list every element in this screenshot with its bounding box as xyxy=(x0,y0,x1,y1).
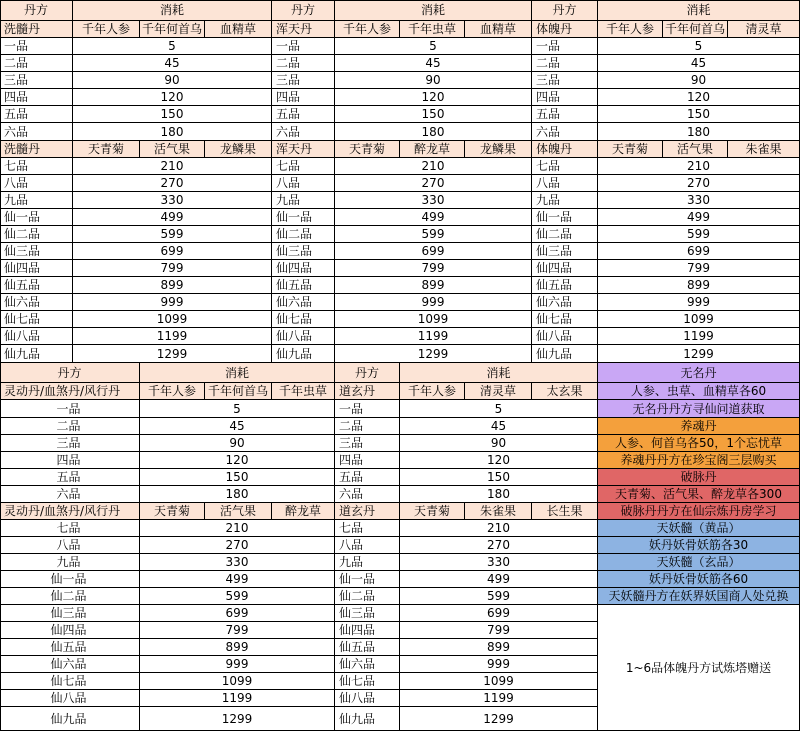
bottom-table-1-grade-value: 150 xyxy=(140,469,335,486)
bottom-table-2-ingredient: 长生果 xyxy=(532,503,598,520)
bottom-table-1-grade-label: 仙六品 xyxy=(0,656,140,673)
top-table-3-grade-label: 仙六品 xyxy=(532,294,598,311)
bottom-table-1-grade-value: 999 xyxy=(140,656,335,673)
top-table-3-grade-label: 仙三品 xyxy=(532,243,598,260)
bottom-table-2-grade-value: 1199 xyxy=(400,690,598,707)
bottom-table-2-grade-value: 5 xyxy=(400,400,598,418)
bottom-table-1-name: 灵动丹/血煞丹/风行丹 xyxy=(0,383,140,400)
top-table-2-ingredient: 醉龙草 xyxy=(400,141,465,158)
top-table-3-grade-value: 330 xyxy=(598,192,800,209)
top-table-3-grade-value: 1099 xyxy=(598,311,800,328)
top-table-3-grade-value: 1299 xyxy=(598,345,800,363)
top-table-3-grade-value: 270 xyxy=(598,175,800,192)
top-table-1-grade-label: 六品 xyxy=(0,123,73,141)
bottom-table-2-grade-label: 四品 xyxy=(335,452,400,469)
bottom-table-2-grade-label: 仙九品 xyxy=(335,707,400,731)
top-table-3-ingredient: 活气果 xyxy=(663,141,728,158)
bottom-table-2-grade-label: 七品 xyxy=(335,520,400,537)
top-table-1-grade-value: 899 xyxy=(73,277,272,294)
top-table-1-grade-label: 仙一品 xyxy=(0,209,73,226)
top-table-1-grade-label: 仙七品 xyxy=(0,311,73,328)
bottom-table-2-grade-label: 九品 xyxy=(335,554,400,571)
bottom-table-2-grade-label: 仙八品 xyxy=(335,690,400,707)
bottom-table-1-grade-value: 120 xyxy=(140,452,335,469)
top-table-1-grade-label: 仙五品 xyxy=(0,277,73,294)
top-table-1-grade-label: 三品 xyxy=(0,72,73,89)
top-table-1-grade-value: 210 xyxy=(73,158,272,175)
bottom-table-1-grade-value: 899 xyxy=(140,639,335,656)
top-table-2-grade-label: 三品 xyxy=(272,72,335,89)
bottom-table-1-ingredient: 活气果 xyxy=(205,503,272,520)
note-red: 破脉丹丹方在仙宗炼丹房学习 xyxy=(598,503,800,520)
bottom-table-2-grade-value: 799 xyxy=(400,622,598,639)
top-table-3-grade-value: 120 xyxy=(598,89,800,106)
top-table-1-grade-label: 仙六品 xyxy=(0,294,73,311)
bottom-table-1-grade-label: 七品 xyxy=(0,520,140,537)
bottom-table-2-grade-label: 六品 xyxy=(335,486,400,503)
bottom-table-1-grade-label: 九品 xyxy=(0,554,140,571)
top-table-3-ingredient: 清灵草 xyxy=(728,21,800,38)
top-table-1-grade-label: 四品 xyxy=(0,89,73,106)
top-table-2-grade-label: 二品 xyxy=(272,55,335,72)
bottom-table-2-grade-label: 八品 xyxy=(335,537,400,554)
bottom-table-2-grade-value: 899 xyxy=(400,639,598,656)
bottom-table-1-grade-value: 90 xyxy=(140,435,335,452)
top-table-2-grade-label: 仙四品 xyxy=(272,260,335,277)
top-table-2-grade-label: 仙二品 xyxy=(272,226,335,243)
bottom-table-2-grade-value: 499 xyxy=(400,571,598,588)
bottom-table-2-recipe-header: 丹方 xyxy=(335,363,400,383)
bottom-table-2-grade-value: 270 xyxy=(400,537,598,554)
top-table-2-grade-value: 499 xyxy=(335,209,532,226)
top-table-2-grade-value: 899 xyxy=(335,277,532,294)
top-table-2-ingredient: 千年虫草 xyxy=(400,21,465,38)
bottom-table-1-grade-label: 八品 xyxy=(0,537,140,554)
top-table-1-ingredient: 千年人参 xyxy=(73,21,140,38)
top-table-1-grade-value: 180 xyxy=(73,123,272,141)
bottom-table-2-grade-label: 一品 xyxy=(335,400,400,418)
top-table-1-consume-header: 消耗 xyxy=(73,0,272,21)
note-purple: 无名丹 xyxy=(598,363,800,383)
top-table-3-grade-value: 90 xyxy=(598,72,800,89)
bottom-table-2-grade-label: 仙三品 xyxy=(335,605,400,622)
bottom-table-1-ingredient: 醉龙草 xyxy=(272,503,335,520)
top-table-1-grade-value: 799 xyxy=(73,260,272,277)
top-table-1-grade-label: 仙八品 xyxy=(0,328,73,345)
bottom-table-2-ingredient: 朱雀果 xyxy=(465,503,532,520)
bottom-table-2-grade-value: 699 xyxy=(400,605,598,622)
bottom-table-1-ingredient: 千年何首乌 xyxy=(205,383,272,400)
bottom-table-1-grade-value: 799 xyxy=(140,622,335,639)
top-table-2-name: 浑天丹 xyxy=(272,21,335,38)
bottom-table-2-grade-label: 仙七品 xyxy=(335,673,400,690)
top-table-3-grade-label: 九品 xyxy=(532,192,598,209)
bottom-table-2-name: 道玄丹 xyxy=(335,383,400,400)
bottom-table-1-ingredient: 千年虫草 xyxy=(272,383,335,400)
top-table-2-grade-label: 七品 xyxy=(272,158,335,175)
bottom-table-1-grade-label: 一品 xyxy=(0,400,140,418)
top-table-2-grade-value: 699 xyxy=(335,243,532,260)
note-blue: 妖丹妖骨妖筋各30 xyxy=(598,537,800,554)
top-table-1-grade-label: 仙九品 xyxy=(0,345,73,363)
note-blue: 妖丹妖骨妖筋各60 xyxy=(598,571,800,588)
bottom-table-1-grade-label: 仙四品 xyxy=(0,622,140,639)
top-table-3-recipe-header: 丹方 xyxy=(532,0,598,21)
top-table-1-grade-value: 1199 xyxy=(73,328,272,345)
bottom-table-1-grade-value: 699 xyxy=(140,605,335,622)
top-table-2-grade-label: 仙五品 xyxy=(272,277,335,294)
top-table-3-grade-value: 499 xyxy=(598,209,800,226)
top-table-1-grade-value: 599 xyxy=(73,226,272,243)
bottom-table-1-grade-label: 二品 xyxy=(0,418,140,435)
bottom-table-2-grade-value: 90 xyxy=(400,435,598,452)
bottom-table-2-grade-label: 仙一品 xyxy=(335,571,400,588)
bottom-table-2-ingredient: 太玄果 xyxy=(532,383,598,400)
bottom-table-2-grade-value: 150 xyxy=(400,469,598,486)
top-table-3-grade-value: 699 xyxy=(598,243,800,260)
bottom-table-2-consume-header: 消耗 xyxy=(400,363,598,383)
top-table-1-grade-value: 499 xyxy=(73,209,272,226)
bottom-table-2-grade-value: 599 xyxy=(400,588,598,605)
top-table-1-grade-label: 七品 xyxy=(0,158,73,175)
bottom-table-1-grade-label: 六品 xyxy=(0,486,140,503)
bottom-table-1-consume-header: 消耗 xyxy=(140,363,335,383)
bottom-table-1-grade-label: 仙九品 xyxy=(0,707,140,731)
top-table-1-ingredient: 龙鳞果 xyxy=(205,141,272,158)
top-table-2-ingredient: 千年人参 xyxy=(335,21,400,38)
bottom-table-1-recipe-header: 丹方 xyxy=(0,363,140,383)
note-blue: 天妖髓丹方在妖界妖国商人处兑换 xyxy=(598,588,800,605)
top-table-3-grade-value: 5 xyxy=(598,38,800,55)
top-table-3-grade-value: 180 xyxy=(598,123,800,141)
top-table-1-grade-value: 330 xyxy=(73,192,272,209)
top-table-1-grade-value: 270 xyxy=(73,175,272,192)
top-table-1-grade-value: 120 xyxy=(73,89,272,106)
top-table-3-grade-value: 45 xyxy=(598,55,800,72)
bottom-table-1-grade-label: 五品 xyxy=(0,469,140,486)
top-table-1-ingredient: 千年何首乌 xyxy=(140,21,205,38)
bottom-table-2-grade-label: 三品 xyxy=(335,435,400,452)
top-table-3-grade-label: 八品 xyxy=(532,175,598,192)
top-table-3-grade-label: 仙七品 xyxy=(532,311,598,328)
top-table-2-grade-value: 90 xyxy=(335,72,532,89)
top-table-1-ingredient: 血精草 xyxy=(205,21,272,38)
note-orange: 人参、何首乌各50，1个忘忧草 xyxy=(598,435,800,452)
bottom-table-1-grade-value: 210 xyxy=(140,520,335,537)
top-table-2-grade-label: 六品 xyxy=(272,123,335,141)
top-table-3-grade-label: 仙五品 xyxy=(532,277,598,294)
bottom-table-1-grade-value: 1099 xyxy=(140,673,335,690)
bottom-table-1-grade-value: 330 xyxy=(140,554,335,571)
bottom-table-2-grade-value: 120 xyxy=(400,452,598,469)
top-table-1-name: 洗髓丹 xyxy=(0,141,73,158)
top-table-2-grade-label: 仙三品 xyxy=(272,243,335,260)
bottom-table-1-name: 灵动丹/血煞丹/风行丹 xyxy=(0,503,140,520)
bottom-table-2-grade-label: 仙四品 xyxy=(335,622,400,639)
bottom-table-1-grade-value: 180 xyxy=(140,486,335,503)
top-table-3-name: 体魄丹 xyxy=(532,21,598,38)
top-table-2-grade-label: 八品 xyxy=(272,175,335,192)
bottom-table-1-grade-value: 1199 xyxy=(140,690,335,707)
top-table-1-name: 洗髓丹 xyxy=(0,21,73,38)
top-table-2-grade-label: 九品 xyxy=(272,192,335,209)
bottom-table-1-grade-value: 45 xyxy=(140,418,335,435)
top-table-2-grade-label: 仙六品 xyxy=(272,294,335,311)
bottom-table-2-grade-label: 仙二品 xyxy=(335,588,400,605)
bottom-table-1-grade-label: 仙八品 xyxy=(0,690,140,707)
bottom-table-2-grade-label: 仙六品 xyxy=(335,656,400,673)
bottom-table-2-ingredient: 天青菊 xyxy=(400,503,465,520)
top-table-3-grade-value: 999 xyxy=(598,294,800,311)
top-table-1-grade-value: 150 xyxy=(73,106,272,123)
top-table-3-grade-value: 599 xyxy=(598,226,800,243)
top-table-2-name: 浑天丹 xyxy=(272,141,335,158)
top-table-2-grade-label: 仙一品 xyxy=(272,209,335,226)
top-table-3-grade-value: 210 xyxy=(598,158,800,175)
top-table-3-grade-label: 三品 xyxy=(532,72,598,89)
top-table-3-grade-label: 五品 xyxy=(532,106,598,123)
top-table-3-grade-label: 仙二品 xyxy=(532,226,598,243)
top-table-2-grade-label: 仙九品 xyxy=(272,345,335,363)
bottom-table-1-grade-label: 仙五品 xyxy=(0,639,140,656)
top-table-1-grade-label: 九品 xyxy=(0,192,73,209)
top-table-3-ingredient: 千年何首乌 xyxy=(663,21,728,38)
top-table-2-grade-label: 四品 xyxy=(272,89,335,106)
top-table-1-grade-value: 1299 xyxy=(73,345,272,363)
top-table-2-grade-value: 330 xyxy=(335,192,532,209)
top-table-2-grade-value: 180 xyxy=(335,123,532,141)
top-table-1-grade-label: 仙三品 xyxy=(0,243,73,260)
bottom-table-1-grade-value: 270 xyxy=(140,537,335,554)
top-table-3-grade-value: 1199 xyxy=(598,328,800,345)
top-table-3-consume-header: 消耗 xyxy=(598,0,800,21)
bottom-table-2-grade-value: 1099 xyxy=(400,673,598,690)
top-table-2-grade-value: 150 xyxy=(335,106,532,123)
top-table-1-grade-value: 45 xyxy=(73,55,272,72)
bottom-table-2-name: 道玄丹 xyxy=(335,503,400,520)
top-table-1-grade-label: 八品 xyxy=(0,175,73,192)
top-table-3-ingredient: 朱雀果 xyxy=(728,141,800,158)
top-table-1-recipe-header: 丹方 xyxy=(0,0,73,21)
bottom-table-1-grade-label: 三品 xyxy=(0,435,140,452)
top-table-3-ingredient: 千年人参 xyxy=(598,21,663,38)
top-table-2-ingredient: 血精草 xyxy=(465,21,532,38)
bottom-table-2-grade-value: 330 xyxy=(400,554,598,571)
bottom-table-2-grade-label: 二品 xyxy=(335,418,400,435)
top-table-2-grade-value: 1099 xyxy=(335,311,532,328)
bottom-table-1-grade-label: 仙二品 xyxy=(0,588,140,605)
bottom-table-2-grade-value: 180 xyxy=(400,486,598,503)
top-table-1-grade-label: 仙四品 xyxy=(0,260,73,277)
top-table-3-grade-label: 二品 xyxy=(532,55,598,72)
top-table-2-grade-label: 仙八品 xyxy=(272,328,335,345)
top-table-1-grade-value: 999 xyxy=(73,294,272,311)
top-table-2-grade-label: 仙七品 xyxy=(272,311,335,328)
top-table-3-ingredient: 天青菊 xyxy=(598,141,663,158)
top-table-3-grade-label: 仙四品 xyxy=(532,260,598,277)
top-table-2-grade-value: 999 xyxy=(335,294,532,311)
note-purple: 人参、虫草、血精草各60 xyxy=(598,383,800,400)
top-table-1-ingredient: 天青菊 xyxy=(73,141,140,158)
top-table-2-ingredient: 龙鳞果 xyxy=(465,141,532,158)
bottom-table-1-grade-label: 四品 xyxy=(0,452,140,469)
top-table-1-grade-label: 五品 xyxy=(0,106,73,123)
top-table-1-grade-value: 699 xyxy=(73,243,272,260)
note-orange: 养魂丹 xyxy=(598,418,800,435)
top-table-2-grade-value: 799 xyxy=(335,260,532,277)
top-table-2-grade-label: 五品 xyxy=(272,106,335,123)
top-table-2-grade-value: 270 xyxy=(335,175,532,192)
bottom-table-1-grade-label: 仙三品 xyxy=(0,605,140,622)
bottom-table-2-grade-value: 210 xyxy=(400,520,598,537)
bottom-table-2-grade-label: 仙五品 xyxy=(335,639,400,656)
note-red: 天青菊、活气果、醉龙草各300 xyxy=(598,486,800,503)
bottom-table-2-ingredient: 千年人参 xyxy=(400,383,465,400)
note-blue: 天妖髓（玄品） xyxy=(598,554,800,571)
top-table-2-grade-value: 1299 xyxy=(335,345,532,363)
top-table-1-grade-label: 仙二品 xyxy=(0,226,73,243)
bottom-table-2-grade-value: 1299 xyxy=(400,707,598,731)
top-table-3-grade-label: 仙一品 xyxy=(532,209,598,226)
top-table-3-grade-label: 仙八品 xyxy=(532,328,598,345)
top-table-2-grade-value: 5 xyxy=(335,38,532,55)
bottom-table-2-ingredient: 清灵草 xyxy=(465,383,532,400)
top-table-1-grade-label: 一品 xyxy=(0,38,73,55)
footer-note: 1~6品体魄丹方试炼塔赠送 xyxy=(598,605,800,731)
top-table-1-ingredient: 活气果 xyxy=(140,141,205,158)
bottom-table-1-grade-label: 仙七品 xyxy=(0,673,140,690)
bottom-table-1-grade-value: 599 xyxy=(140,588,335,605)
top-table-3-grade-label: 六品 xyxy=(532,123,598,141)
note-red: 破脉丹 xyxy=(598,469,800,486)
note-purple: 无名丹丹方寻仙问道获取 xyxy=(598,400,800,418)
bottom-table-1-grade-value: 1299 xyxy=(140,707,335,731)
top-table-2-recipe-header: 丹方 xyxy=(272,0,335,21)
top-table-1-grade-value: 5 xyxy=(73,38,272,55)
top-table-3-grade-value: 799 xyxy=(598,260,800,277)
bottom-table-2-grade-label: 五品 xyxy=(335,469,400,486)
top-table-3-grade-label: 一品 xyxy=(532,38,598,55)
top-table-3-grade-value: 150 xyxy=(598,106,800,123)
top-table-3-grade-label: 七品 xyxy=(532,158,598,175)
bottom-table-1-grade-value: 5 xyxy=(140,400,335,418)
top-table-3-grade-label: 仙九品 xyxy=(532,345,598,363)
top-table-1-grade-value: 1099 xyxy=(73,311,272,328)
note-blue: 天妖髓（黄品） xyxy=(598,520,800,537)
top-table-1-grade-label: 二品 xyxy=(0,55,73,72)
top-table-2-grade-value: 599 xyxy=(335,226,532,243)
bottom-table-2-grade-value: 45 xyxy=(400,418,598,435)
top-table-2-grade-value: 210 xyxy=(335,158,532,175)
top-table-2-grade-value: 45 xyxy=(335,55,532,72)
top-table-2-grade-value: 120 xyxy=(335,89,532,106)
top-table-2-consume-header: 消耗 xyxy=(335,0,532,21)
bottom-table-1-grade-value: 499 xyxy=(140,571,335,588)
bottom-table-1-ingredient: 千年人参 xyxy=(140,383,205,400)
top-table-3-grade-value: 899 xyxy=(598,277,800,294)
top-table-2-ingredient: 天青菊 xyxy=(335,141,400,158)
top-table-2-grade-value: 1199 xyxy=(335,328,532,345)
top-table-1-grade-value: 90 xyxy=(73,72,272,89)
bottom-table-1-grade-label: 仙一品 xyxy=(0,571,140,588)
bottom-table-2-grade-value: 999 xyxy=(400,656,598,673)
top-table-3-name: 体魄丹 xyxy=(532,141,598,158)
top-table-2-grade-label: 一品 xyxy=(272,38,335,55)
top-table-3-grade-label: 四品 xyxy=(532,89,598,106)
bottom-table-1-ingredient: 天青菊 xyxy=(140,503,205,520)
note-orange: 养魂丹丹方在珍宝阁三层购买 xyxy=(598,452,800,469)
